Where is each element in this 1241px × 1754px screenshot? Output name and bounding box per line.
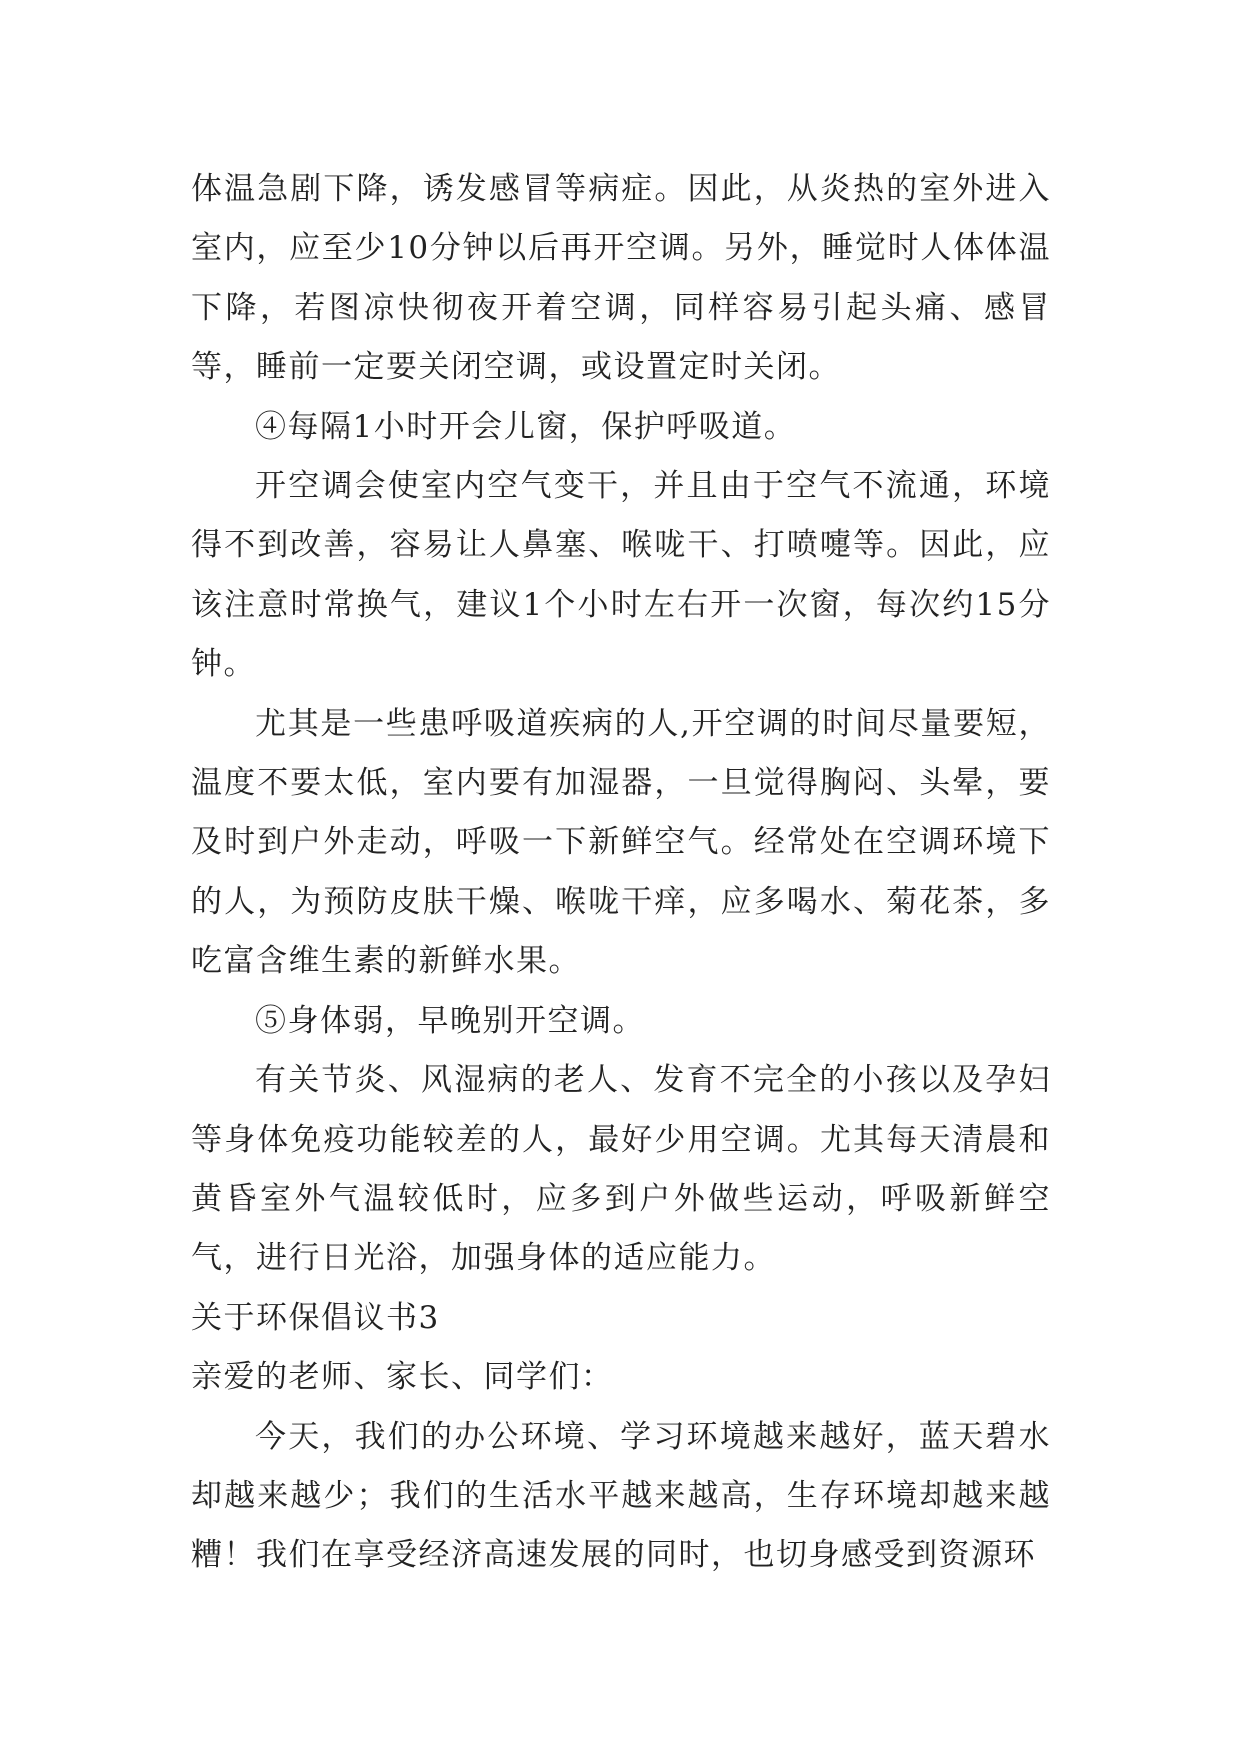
paragraph-intro: 今天，我们的办公环境、学习环境越来越好，蓝天碧水却越来越少；我们的生活水平越来越高，生存环境却越来越糟！我们在享受经济高速发展的同时，也切身感受到资源环 bbox=[191, 1418, 1051, 1574]
document-body bbox=[191, 160, 1051, 1586]
paragraph-continuation: 体温急剧下降，诱发感冒等病症。因此，从炎热的室外进入室内，应至少10分钟以后再开空调。另外，睡觉时人体体温下降，若图凉快彻夜开着空调，同样容易引起头痛、感冒等，睡前一定要关闭空调，或设置定时关闭。 bbox=[191, 171, 1051, 386]
paragraph-weak-body: 有关节炎、风湿病的老人、发育不完全的小孩以及孕妇等身体免疫功能较差的人，最好少用空调。尤其每天清晨和黄昏室外气温较低时，应多到户外做些运动，呼吸新鲜空气，进行日光浴，加强身体的适应能力。 bbox=[191, 1062, 1051, 1277]
paragraph-ventilation: 开空调会使室内空气变干，并且由于空气不流通，环境得不到改善，容易让人鼻塞、喉咙干、打喷嚏等。因此，应该注意时常换气，建议1个小时左右开一次窗，每次约15分钟。 bbox=[191, 468, 1051, 683]
salutation: 亲爱的老师、家长、同学们： bbox=[191, 1359, 614, 1396]
paragraph-item-5-heading: ⑤身体弱，早晚别开空调。 bbox=[255, 1002, 645, 1039]
paragraph-respiratory: 尤其是一些患呼吸道疾病的人,开空调的时间尽量要短，温度不要太低，室内要有加湿器，一旦觉得胸闷、头晕，要及时到户外走动，呼吸一下新鲜空气。经常处在空调环境下的人，为预防皮肤干燥、喉咙干痒，应多喝水、菊花茶，多吃富含维生素的新鲜水果。 bbox=[191, 705, 1051, 980]
section-title: 关于环保倡议书3 bbox=[191, 1299, 440, 1336]
paragraph-item-4-heading: ④每隔1小时开会儿窗，保护呼吸道。 bbox=[255, 408, 797, 445]
